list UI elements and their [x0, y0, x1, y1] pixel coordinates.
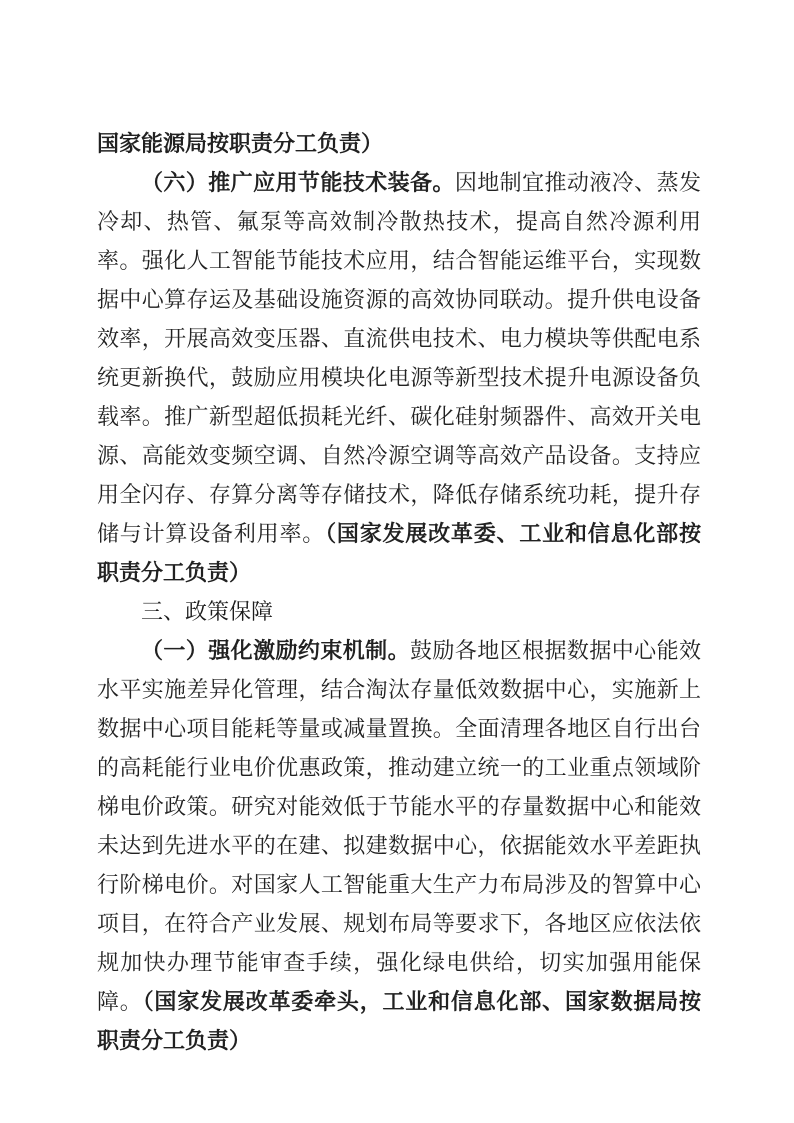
text-run: （一）强化激励约束机制。: [141, 638, 410, 663]
paragraph: [97, 124, 701, 163]
paragraph: [97, 163, 701, 592]
section-heading: [97, 592, 701, 631]
text-run: （六）推广应用节能技术装备。: [141, 170, 455, 195]
paragraph: [97, 631, 701, 1060]
document-body: [97, 124, 701, 1060]
text-run: （国家发展改革委牵头，工业和信息化部、国家数据局按职责分工负责）: [97, 989, 701, 1053]
text-run: （国家发展改革委、工业和信息化部按职责分工负责）: [97, 521, 701, 585]
text-run: 因地制宜推动液冷、蒸发冷却、热管、氟泵等高效制冷散热技术，提高自然冷源利用率。强化人工智能节能技术应用，结合智能运维平台，实现数据中心算存运及基础设施资源的高效协同联动。提升供电设备效率，开展高效变压器、直流供电技术、电力模块等供配电系统更新换代，鼓励应用模块化电源等新型技术提升电源设备负载率。推广新型超低损耗光纤、碳化硅射频器件、高效开关电源、高能效变频空调、自然冷源空调等高效产品设备。支持应用全闪存、存算分离等存储技术，降低存储系统功耗，提升存储与计算设备利用率。: [97, 170, 701, 546]
text-run: 国家能源局按职责分工负责）: [97, 131, 384, 156]
text-run: 鼓励各地区根据数据中心能效水平实施差异化管理，结合淘汰存量低效数据中心，实施新上数据中心项目能耗等量或减量置换。全面清理各地区自行出台的高耗能行业电价优惠政策，推动建立统一的工业重点领域阶梯电价政策。研究对能效低于节能水平的存量数据中心和能效未达到先进水平的在建、拟建数据中心，依据能效水平差距执行阶梯电价。对国家人工智能重大生产力布局涉及的智算中心项目，在符合产业发展、规划布局等要求下，各地区应依法依规加快办理节能审查手续，强化绿电供给，切实加强用能保障。: [97, 638, 701, 1014]
text-run: 三、政策保障: [141, 599, 274, 624]
